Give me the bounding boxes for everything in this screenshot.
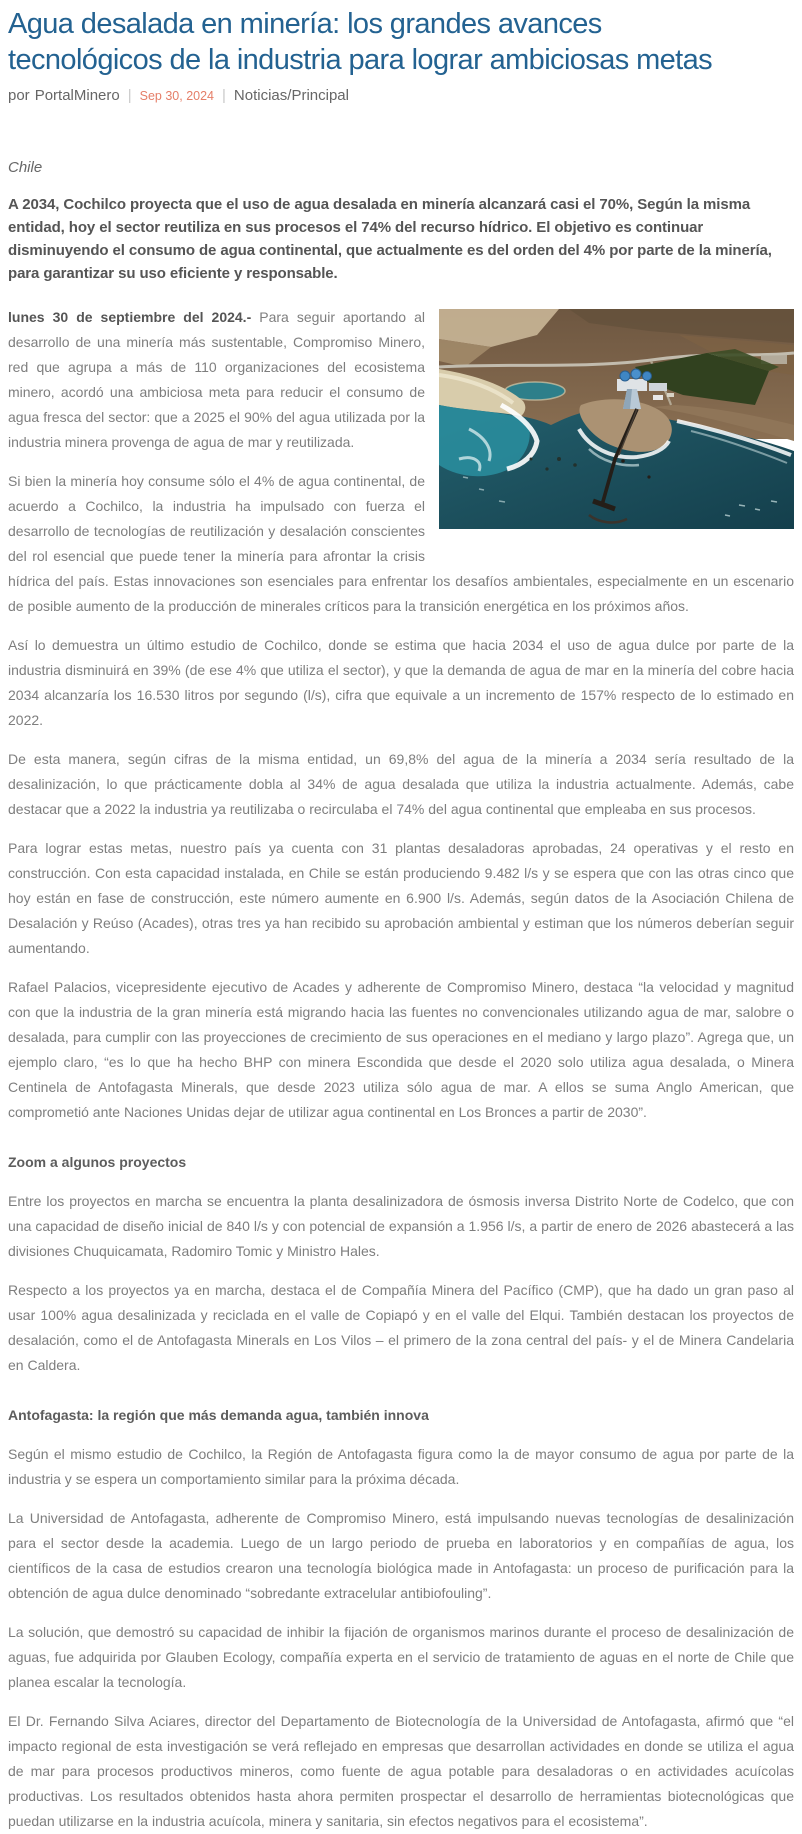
body-paragraph: Para lograr estas metas, nuestro país ya cuenta con 31 plantas desaladoras aprobadas, 24 operativas y el resto en construcción. Con esta capacidad instalada, en Chile se están produciendo 9.482 l/s y se espera que con las otras cinco que hoy están en fase de construcción, este número aumente en 6.900 l/s. Además, según datos de la Asociación Chilena de Desalación y Reúso (Acades), otras tres ya han recibido su aprobación ambiental y estiman que los números deberían seguir aumentando. [8,840,794,956]
body-paragraph: Según el mismo estudio de Cochilco, la Región de Antofagasta figura como la de mayor consumo de agua por parte de la industria y se espera un comportamiento similar para la próxima década. [8,1446,794,1487]
body-paragraph: Entre los proyectos en marcha se encuentra la planta desalinizadora de ósmosis inversa Distrito Norte de Codelco, que con una capacidad de diseño inicial de 840 l/s y con potencial de expansión a 1.956 l/s, a partir de enero de 2026 abastecerá a las divisiones Chuquicamata, Radomiro Tomic y Ministro Hales. [8,1193,794,1259]
body-paragraph: Si bien la minería hoy consume sólo el 4% de agua continental, de acuerdo a Cochilco, la industria ha impulsado con fuerza el desarrollo de tecnologías de reutilización y desalación conscientes del rol esencial que puede tener la minería para afrontar la crisis hídrica del país. Estas innovaciones son esenciales para enfrentar los desafíos ambientales, especialmente en un escenario de posible aumento de la producción de minerales críticos para la transición energética en los próximos años. [8,473,794,614]
paragraph-lead-in: lunes 30 de septiembre del 2024.- [8,309,260,325]
article-title: Agua desalada en minería: los grandes avances tecnológicos de la industria para lograr ambiciosas metas [8,8,713,76]
body-paragraph: La Universidad de Antofagasta, adherente de Compromiso Minero, está impulsando nuevas tecnologías de desalinización para el sector desde la academia. Luego de un largo periodo de prueba en laboratorios y en compañías de agua, los científicos de la casa de estudios crearon una tecnología biológica made in Antofagasta: un proceso de purificación para la obtención de agua dulce denominado “sobredante extracelular antibiofouling”. [8,1510,794,1601]
article-body [8,305,794,1834]
body-paragraph: Así lo demuestra un último estudio de Cochilco, donde se estima que hacia 2034 el uso de agua dulce por parte de la industria disminuirá en 39% (de ese 4% que utiliza el sector), y que la demanda de agua de mar en la minería del cobre hacia 2034 alcanzaría los 16.530 litros por segundo (l/s), cifra que equivale a un incremento de 157% respecto de lo estimado en 2022. [8,637,794,728]
section-subheading: Zoom a algunos proyectos [8,1154,187,1170]
body-paragraph: Respecto a los proyectos ya en marcha, destaca el de Compañía Minera del Pacífico (CMP), que ha dado un gran paso al usar 100% agua desalinizada y reciclada en el valle de Copiapó y en el valle del Elqui. También destacan los proyectos de desalación, como el de Antofagasta Minerals en Los Vilos – el primero de la zona central del país- y el de Minera Candelaria en Caldera. [8,1282,794,1373]
byline-date: Sep 30, 2024 [139,88,215,103]
body-paragraph: Rafael Palacios, vicepresidente ejecutivo de Acades y adherente de Compromiso Minero, destaca “la velocidad y magnitud con que la industria de la gran minería está migrando hacia las fuentes no convencionales utilizando agua de mar, salobre o desalada, para cumplir con las proyecciones de crecimiento de sus operaciones en el mediano y largo plazo”. Agrega que, un ejemplo claro, “es lo que ha hecho BHP con minera Escondida que desde el 2020 solo utiliza agua desalada, o Minera Centinela de Antofagasta Minerals, que desde 2023 utiliza sólo agua de mar. A ellos se suma Anglo American, que comprometió ante Naciones Unidas dejar de utilizar agua continental en Los Bronces a partir de 2030”. [8,979,794,1120]
body-paragraph: lunes 30 de septiembre del 2024.- Para seguir aportando al desarrollo de una minería más sustentable, Compromiso Minero, red que agrupa a más de 110 organizaciones del ecosistema minero, acordó una ambiciosa meta para reducir el consumo de agua fresca del sector: que a 2025 el 90% del agua utilizada por la industria minera provenga de agua de mar y reutilizada. [8,309,426,450]
byline-separator: | [127,87,132,104]
body-paragraph: El Dr. Fernando Silva Aciares, director del Departamento de Biotecnología de la Universidad de Antofagasta, afirmó que “el impacto regional de esta investigación se verá reflejado en empresas que desarrollan actividades en donde se utiliza el agua de mar para procesos productivos mineros, como fuente de agua potable para desaladoras o en actividades acuícolas productivas. Los resultados obtenidos hasta ahora permiten prospectar el desarrollo de herramientas biotecnológicas que puedan utilizarse en la industria acuícola, minera y sanitaria, sin efectos negativos para el ecosistema”. [8,1713,794,1829]
section-subheading: Antofagasta: la región que más demanda agua, también innova [8,1407,429,1423]
aerial-coast-illustration [439,309,794,529]
byline-author-link[interactable]: PortalMinero [34,87,120,104]
article-location: Chile [8,159,43,176]
byline-category-link[interactable]: Noticias/Principal [233,87,349,104]
byline [8,87,794,104]
byline-author-prefix: por [8,87,30,104]
body-paragraph: La solución, que demostró su capacidad de inhibir la fijación de organismos marinos durante el proceso de desalinización de aguas, fue adquirida por Glauben Ecology, compañía experta en el servicio de tratamiento de aguas en el norte de Chile que planea escalar la tecnología. [8,1624,794,1690]
body-paragraph: De esta manera, según cifras de la misma entidad, un 69,8% del agua de la minería a 2034 sería resultado de la desalinización, lo que prácticamente dobla al 34% de agua desalada que utiliza la industria actualmente. Además, cabe destacar que a 2022 la industria ya reutilizaba o recirculaba el 74% del agua continental que empleaba en sus procesos. [8,751,794,817]
byline-separator: | [222,87,226,104]
article-photo [439,309,794,529]
article-lead-paragraph: A 2034, Cochilco proyecta que el uso de agua desalada en minería alcanzará casi el 70%, Según la misma entidad, hoy el sector reutiliza en sus procesos el 74% del recurso hídrico. El objetivo es continuar disminuyendo el consumo de agua continental, que actualmente es del orden del 4% por parte de la minería, para garantizar su uso eficiente y responsable. [8,196,772,282]
